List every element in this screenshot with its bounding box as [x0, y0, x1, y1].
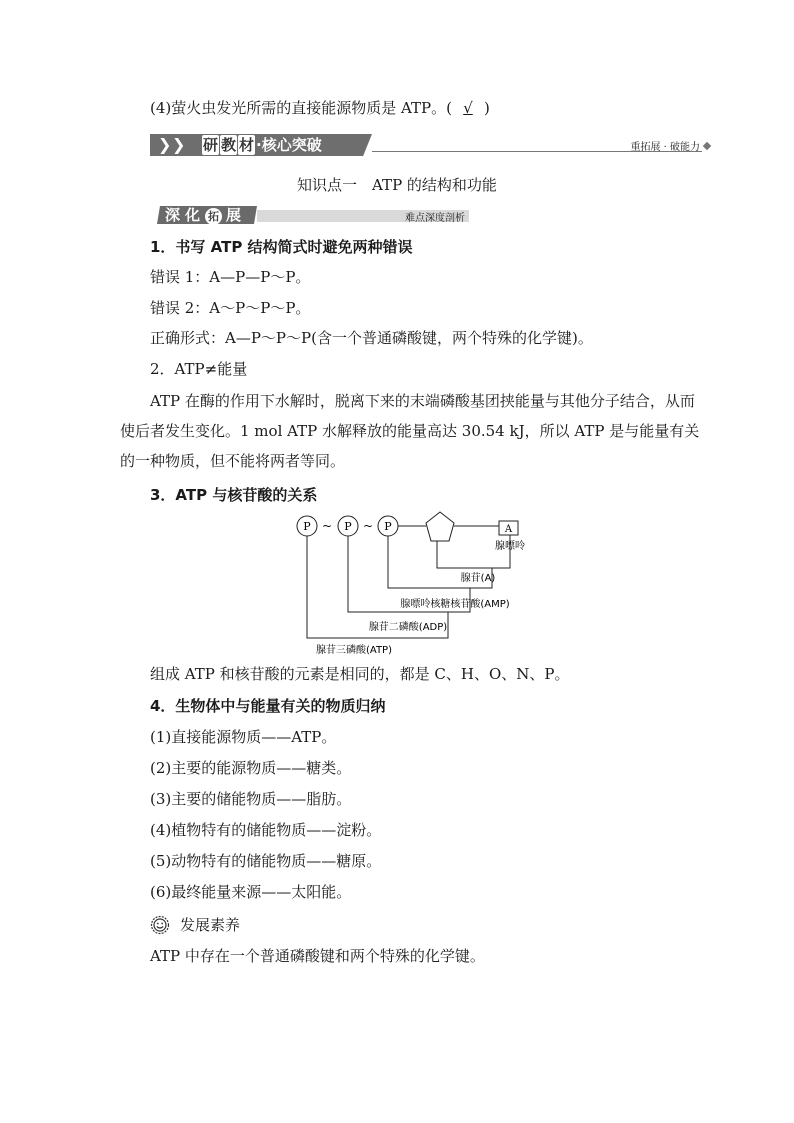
- atp-label: 腺苷三磷酸(ATP): [315, 645, 393, 656]
- chevron-right-icon: ❯: [172, 135, 186, 154]
- adenine-box-label: A: [504, 524, 513, 535]
- elements-sentence: 组成 ATP 和核苷酸的元素是相同的，都是 C、H、O、N、P。: [150, 665, 570, 683]
- paragraph-atp-energy: ATP 在酶的作用下水解时，脱离下来的末端磷酸基团挟能量与其他分子结合，从而使后者发生变化。1 mol ATP 水解释放的能量高达 30.54 kJ，所以 ATP 是与能量有关的一种物质，但不能将两者等同。: [120, 392, 700, 470]
- phosphate-label-2: P: [344, 520, 352, 533]
- error-2: 错误 2：A～P～P～P。: [150, 299, 311, 317]
- list-item: (3)主要的储能物质——脂肪。: [150, 790, 352, 808]
- banner-subtitle: 重拓展 · 破能力: [630, 142, 700, 153]
- heading-4: 4．生物体中与能量有关的物质归纳: [150, 697, 386, 715]
- diamond-icon: [703, 142, 711, 150]
- list-item: (2)主要的能源物质——糖类。: [150, 759, 352, 777]
- section-banner: [150, 134, 710, 156]
- heading-2: 2．ATP≠能量: [150, 360, 248, 378]
- adenine-label: 腺嘌呤: [495, 541, 525, 552]
- sub-banner-right-label: 难点深度剖析: [405, 213, 465, 224]
- develop-text: ATP 中存在一个普通磷酸键和两个特殊的化学键。: [150, 947, 485, 965]
- error-1: 错误 1：A—P—P～P。: [150, 268, 311, 286]
- heading-3: 3．ATP 与核苷酸的关系: [150, 486, 318, 504]
- section-title: 知识点一 ATP 的结构和功能: [297, 176, 497, 194]
- sub-banner-bar: [257, 210, 469, 222]
- list-item: (4)植物特有的储能物质——淀粉。: [150, 821, 382, 839]
- question-4: [150, 98, 490, 118]
- heading-1: 1．书写 ATP 结构简式时避免两种错误: [150, 238, 413, 256]
- phosphate-label-1: P: [303, 520, 311, 533]
- correct-form: 正确形式：A—P～P～P(含一个普通磷酸键，两个特殊的化学键)。: [150, 329, 593, 347]
- amp-label: 腺嘌呤核糖核苷酸(AMP): [400, 599, 510, 610]
- list-item: (5)动物特有的储能物质——糖原。: [150, 852, 382, 870]
- adp-label: 腺苷二磷酸(ADP): [368, 622, 448, 633]
- ribose-pentagon: [426, 512, 454, 541]
- atp-structure-diagram: [280, 508, 540, 660]
- sub-banner-title: 深化 拓 展: [165, 206, 247, 224]
- smiley-icon: [150, 915, 170, 935]
- chevron-right-icon: ❯: [158, 135, 172, 154]
- develop-title: 发展素养: [180, 916, 241, 934]
- question-4-text: (4)萤火虫发光所需的直接能源物质是 ATP。(: [150, 99, 452, 117]
- banner-title: 研 教 材 ·核心突破: [203, 136, 322, 154]
- adenosine-label: 腺苷(A): [460, 573, 496, 584]
- list-item: (6)最终能量来源——太阳能。: [150, 883, 352, 901]
- bond-tilde-2: ~: [362, 519, 374, 533]
- sub-banner: [157, 206, 469, 224]
- list-item: (1)直接能源物质——ATP。: [150, 728, 337, 746]
- question-4-answer: √: [463, 99, 473, 117]
- phosphate-label-3: P: [384, 520, 392, 533]
- bond-tilde-1: ~: [321, 519, 333, 533]
- question-4-close: ): [483, 99, 490, 117]
